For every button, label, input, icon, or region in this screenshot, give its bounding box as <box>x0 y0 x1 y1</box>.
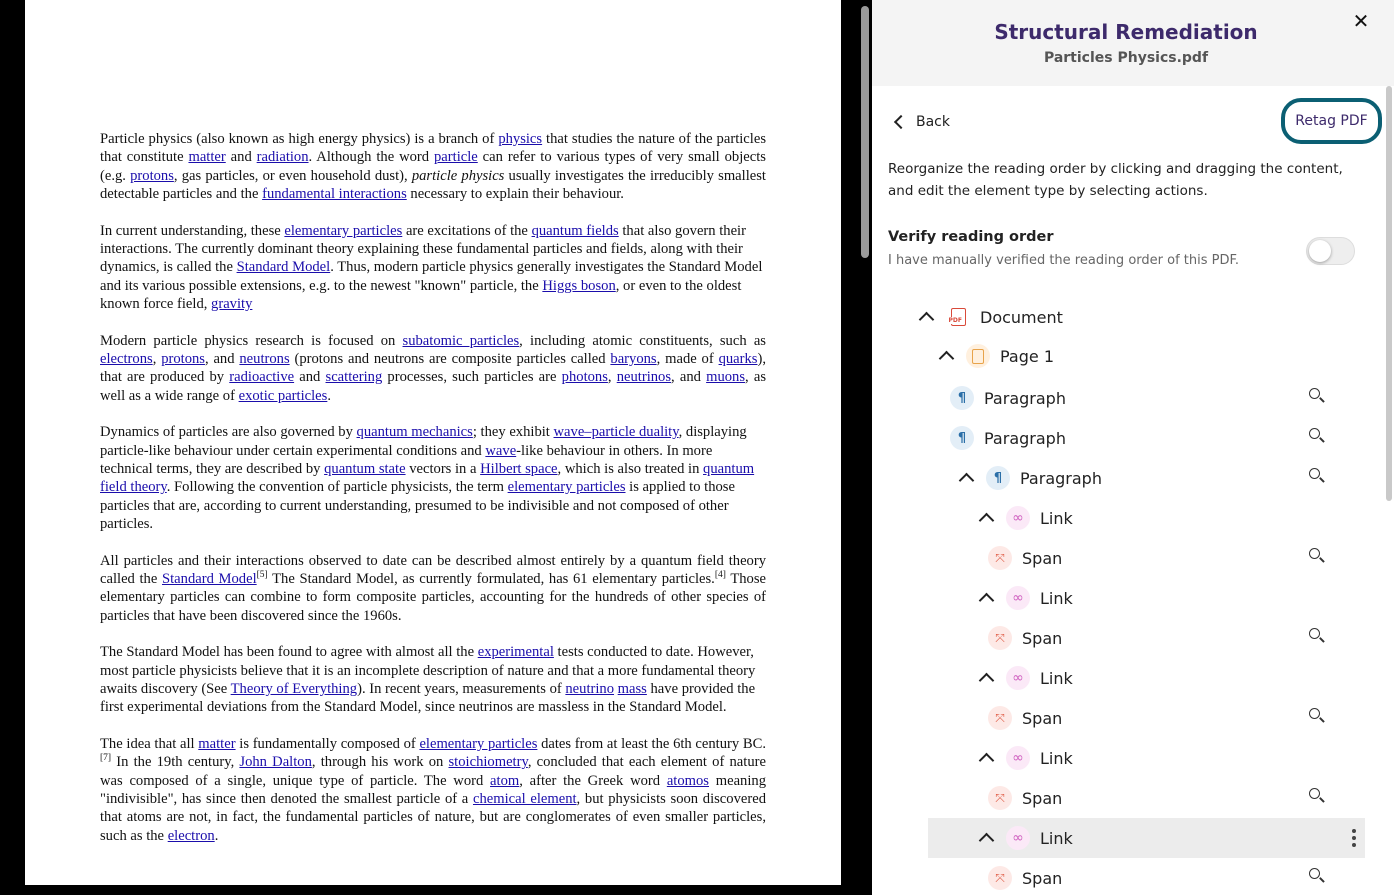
pdf-text-run: vectors in a <box>405 460 481 477</box>
pdf-paragraph <box>100 643 766 716</box>
verify-reading-order-label: Verify reading order <box>888 229 1054 245</box>
span-icon: ⤧ <box>988 546 1012 570</box>
pdf-text-run: . Although the word <box>308 149 434 166</box>
pdf-citation[interactable]: [5] <box>256 570 268 581</box>
tree-row-document[interactable] <box>916 298 1063 336</box>
panel-title: Structural Remediation <box>994 20 1258 44</box>
pdf-link[interactable]: elementary particles <box>284 222 403 239</box>
tree-row-link[interactable] <box>976 579 1073 617</box>
pdf-text-run: dates from at least the 6th century BC. <box>537 736 767 753</box>
pdf-text-run: Dynamics of particles are also governed by <box>100 424 357 441</box>
link-icon: ∞ <box>1006 586 1030 610</box>
pdf-text-run: , and <box>204 350 240 367</box>
tree-row-span[interactable] <box>988 539 1062 577</box>
tree-row-span[interactable] <box>988 619 1062 657</box>
pdf-link[interactable]: wave <box>485 442 517 459</box>
pdf-text-run: . <box>327 387 331 404</box>
search-icon[interactable] <box>1308 867 1328 887</box>
verify-reading-order-toggle[interactable] <box>1306 237 1355 265</box>
toggle-knob <box>1309 240 1331 262</box>
tree-row-span[interactable] <box>988 859 1062 895</box>
pdf-text-run: , or even to the oldest known force field, <box>100 277 742 312</box>
tree-row-label: Page 1 <box>1000 346 1054 366</box>
pdf-link[interactable]: particle <box>434 149 478 166</box>
tree-row-label: Span <box>1022 868 1063 888</box>
tree-row-label: Span <box>1022 788 1063 808</box>
pdf-link[interactable]: Standard Model <box>236 259 331 276</box>
pdf-text-run: is applied to those particles that are, according to current understanding, presumed to be indivisible and not composed of other particles. <box>100 479 735 532</box>
pdf-text-body <box>100 130 766 863</box>
pdf-link[interactable]: matter <box>198 736 236 753</box>
pdf-link[interactable]: fundamental interactions <box>262 185 407 202</box>
tree-row-paragraph[interactable] <box>950 379 1066 417</box>
pdf-text-run: is fundamentally composed of <box>235 736 420 753</box>
pdf-link[interactable]: protons <box>161 350 205 367</box>
pdf-text-run: and <box>294 369 326 386</box>
pdf-text-run: , including atomic constituents, such as <box>519 332 766 349</box>
pdf-citation[interactable]: [7] <box>100 753 112 764</box>
pdf-link[interactable]: stoichiometry <box>448 754 528 771</box>
pdf-link[interactable]: photons <box>561 369 608 386</box>
pdf-paragraph <box>100 130 766 203</box>
search-icon[interactable] <box>1308 467 1328 487</box>
pdf-text-run: . Thus, modern particle physics generally investigates the Standard Model and its various possible extensions, e.g. to the newest "known" particle, the <box>100 259 763 294</box>
link-icon: ∞ <box>1006 746 1030 770</box>
pdf-paragraph <box>100 735 766 845</box>
pdf-link[interactable]: elementary particles <box>419 736 538 753</box>
pdf-text-run: , <box>152 350 162 367</box>
pdf-link[interactable]: scattering <box>325 369 383 386</box>
paragraph-icon: ¶ <box>986 466 1010 490</box>
pdf-text-run: , displaying particle-like behaviour under certain experimental conditions and <box>100 424 747 459</box>
panel-scroll-thumb[interactable] <box>1386 86 1392 501</box>
search-icon[interactable] <box>1308 627 1328 647</box>
chevron-up-icon[interactable] <box>976 748 996 768</box>
tree-row-label: Link <box>1040 748 1073 768</box>
tree-row-paragraph[interactable] <box>950 419 1066 457</box>
pdf-link[interactable]: John Dalton <box>239 754 312 771</box>
pdf-text-run: , through his work on <box>311 754 449 771</box>
retag-pdf-button[interactable]: Retag PDF <box>1281 98 1382 144</box>
pdf-text-run: , after the Greek word <box>519 772 667 789</box>
pdf-link[interactable]: Standard Model <box>162 570 257 587</box>
pdf-text-run: , and <box>671 369 707 386</box>
pdf-text-run: are excitations of the <box>402 222 532 239</box>
pdf-text-run: can refer to various types of very small objects (e.g. <box>100 149 766 184</box>
pdf-paragraph <box>100 552 766 625</box>
tree-row-link[interactable] <box>976 499 1073 537</box>
tree-row-label: Paragraph <box>1020 468 1102 488</box>
pdf-link[interactable]: muons <box>706 369 746 386</box>
chevron-left-icon <box>894 115 908 129</box>
pdf-text-run: that studies the nature of the particles that constitute <box>100 131 766 166</box>
tree-row-link[interactable] <box>976 659 1073 697</box>
paragraph-icon: ¶ <box>950 426 974 450</box>
pdf-link[interactable]: gravity <box>211 295 253 312</box>
tree-row-label: Document <box>980 307 1063 327</box>
pdf-file-icon: PDF <box>946 305 970 329</box>
pdf-link[interactable]: neutrinos <box>616 369 672 386</box>
pdf-text-run: The Standard Model has been found to agree with almost all the <box>100 644 478 661</box>
pdf-paragraph <box>100 423 766 533</box>
pdf-link[interactable]: radiation <box>256 149 309 166</box>
verify-reading-order-description: I have manually verified the reading order of this PDF. <box>888 253 1239 268</box>
page-icon <box>966 344 990 368</box>
pdf-scrollbar[interactable] <box>858 0 872 895</box>
tree-row-label: Link <box>1040 668 1073 688</box>
pdf-link[interactable]: atomos <box>666 772 709 789</box>
pdf-text-run: The idea that all <box>100 736 199 753</box>
pdf-link[interactable]: quantum state <box>324 460 406 477</box>
pdf-link[interactable]: neutrino <box>565 680 615 697</box>
panel-scrollbar[interactable] <box>1384 86 1394 895</box>
pdf-link[interactable]: Theory of Everything <box>230 680 358 697</box>
pdf-link[interactable]: subatomic particles <box>402 332 520 349</box>
span-icon: ⤧ <box>988 786 1012 810</box>
pdf-italic-text: particle physics <box>411 167 505 184</box>
tree-row-span[interactable] <box>988 779 1062 817</box>
tree-row-label: Link <box>1040 508 1073 528</box>
instructions-text: Reorganize the reading order by clicking and dragging the content, and edit the element type by selecting actions. <box>888 161 1343 199</box>
pdf-scroll-thumb[interactable] <box>861 6 869 258</box>
pdf-text-run: . Following the convention of particle physicists, the term <box>166 479 508 496</box>
pdf-link[interactable]: quantum fields <box>531 222 619 239</box>
span-icon: ⤧ <box>988 626 1012 650</box>
pdf-text-run: Particle physics (also known as high energy physics) is a branch of <box>100 131 499 147</box>
more-options-icon[interactable] <box>1350 828 1358 848</box>
chevron-up-icon[interactable] <box>976 508 996 528</box>
tree-row-link[interactable] <box>976 739 1073 777</box>
pdf-paragraph <box>100 222 766 313</box>
tree-row-paragraph[interactable] <box>956 459 1102 497</box>
pdf-link[interactable]: atom <box>490 772 520 789</box>
chevron-up-icon[interactable] <box>956 468 976 488</box>
close-icon[interactable]: ✕ <box>1352 9 1370 33</box>
pdf-text-run: ). In recent years, measurements of <box>357 680 566 697</box>
pdf-link[interactable]: mass <box>617 680 647 697</box>
tree-row-page[interactable] <box>936 337 1054 375</box>
pdf-link[interactable]: wave–particle duality <box>553 424 679 441</box>
search-icon[interactable] <box>1308 547 1328 567</box>
pdf-text-run: , which is also treated in <box>557 460 704 477</box>
pdf-text-run: Modern particle physics research is focused on <box>100 332 403 349</box>
pdf-text-run: Those elementary particles can combine to form composite particles, accounting for the hundreds of other species of particles that have been discovered since the 1960s. <box>100 570 766 624</box>
tree-row-label: Link <box>1040 828 1073 848</box>
pdf-text-run: ), that are produced by <box>100 350 766 386</box>
tree-row-label: Span <box>1022 628 1063 648</box>
tree-row-span[interactable] <box>988 699 1062 737</box>
pdf-text-run: . <box>214 827 219 844</box>
pdf-link[interactable]: experimental <box>477 644 554 661</box>
chevron-up-icon[interactable] <box>976 828 996 848</box>
pdf-text-run: processes, such particles are <box>382 369 562 386</box>
pdf-text-run: , concluded that each element of nature was composed of a single, unique type of particle. The word <box>100 754 766 789</box>
pdf-link[interactable]: chemical element <box>472 790 577 807</box>
pdf-citation[interactable]: [4] <box>714 570 726 581</box>
pdf-text-run: In current understanding, these <box>100 222 285 239</box>
pdf-link[interactable]: Higgs boson <box>542 277 616 294</box>
chevron-up-icon[interactable] <box>916 307 936 327</box>
link-icon: ∞ <box>1006 826 1030 850</box>
pdf-link[interactable]: electrons <box>100 350 153 367</box>
search-icon[interactable] <box>1308 387 1328 407</box>
pdf-paragraph <box>100 332 766 405</box>
link-icon: ∞ <box>1006 506 1030 530</box>
pdf-link[interactable]: electron <box>167 827 215 844</box>
panel-header <box>872 0 1394 86</box>
span-icon: ⤧ <box>988 706 1012 730</box>
pdf-text-run: , <box>607 369 617 386</box>
pdf-link[interactable]: quantum mechanics <box>356 424 473 441</box>
paragraph-icon: ¶ <box>950 386 974 410</box>
pdf-text-run: and <box>225 149 257 166</box>
pdf-text-run: , but physicists soon discovered that atoms are not, in fact, the fundamental particles of nature, but are conglomerates of even smaller particles, such as the <box>100 790 766 844</box>
pdf-link[interactable]: physics <box>498 131 543 147</box>
pdf-link[interactable]: elementary particles <box>507 479 626 496</box>
pdf-link[interactable]: Hilbert space <box>480 460 558 477</box>
pdf-text-run: , made of <box>656 350 719 367</box>
search-icon[interactable] <box>1308 427 1328 447</box>
pdf-text-run: , gas particles, or even household dust), <box>173 167 412 184</box>
pdf-page <box>25 0 841 885</box>
pdf-link[interactable]: protons <box>130 167 174 184</box>
panel-file-name: Particles Physics.pdf <box>1043 50 1209 66</box>
pdf-text-run: All particles and their interactions observed to date can be described almost entirely by a quantum field theory called the <box>100 552 766 587</box>
span-icon: ⤧ <box>988 866 1012 890</box>
chevron-up-icon[interactable] <box>936 346 956 366</box>
chevron-up-icon[interactable] <box>976 668 996 688</box>
tree-row-label: Span <box>1022 548 1063 568</box>
structural-remediation-panel <box>872 0 1394 895</box>
search-icon[interactable] <box>1308 707 1328 727</box>
tree-row-label: Span <box>1022 708 1063 728</box>
back-button[interactable] <box>890 110 950 134</box>
tree-row-label: Link <box>1040 588 1073 608</box>
pdf-text-run: meaning "indivisible", has since then denoted the smallest particle of a <box>100 772 766 807</box>
pdf-text-run: tests conducted to date. However, most particle physicists believe that it is an incomplete description of nature and that a more fundamental theory awaits discovery (See <box>100 644 756 697</box>
tree-row-label: Paragraph <box>984 428 1066 448</box>
pdf-text-run: ; they exhibit <box>472 424 554 441</box>
pdf-text-run: necessary to explain their behaviour. <box>406 185 624 202</box>
chevron-up-icon[interactable] <box>976 588 996 608</box>
search-icon[interactable] <box>1308 787 1328 807</box>
pdf-link[interactable]: exotic particles <box>238 387 328 404</box>
pdf-text-run: (protons and neutrons are composite particles called <box>289 350 611 367</box>
pdf-link[interactable]: quarks <box>718 350 758 367</box>
pdf-link[interactable]: quantum field theory <box>100 460 755 496</box>
pdf-link[interactable]: neutrons <box>239 350 290 367</box>
pdf-link[interactable]: baryons <box>610 350 657 367</box>
tree-row-link[interactable] <box>976 819 1073 857</box>
back-label: Back <box>916 114 950 130</box>
tree-row-label: Paragraph <box>984 388 1066 408</box>
pdf-text-run: that also govern their interactions. The currently dominant theory explaining these fundamental particles and fields, along with their dynamics, is called the <box>100 222 746 276</box>
pdf-link[interactable]: matter <box>188 149 226 166</box>
pdf-text-run: have provided the first experimental deviations from the Standard Model, since neutrinos are massless in the Standard Model. <box>100 680 756 716</box>
pdf-text-run: -like behaviour in others. In more technical terms, they are described by <box>100 442 713 477</box>
link-icon: ∞ <box>1006 666 1030 690</box>
pdf-text-run: In the 19th century, <box>111 754 240 771</box>
pdf-text-run: , as well as a wide range of <box>100 369 767 404</box>
pdf-text-run: usually investigates the irreducibly smallest detectable particles and the <box>100 167 766 202</box>
pdf-text-run: The Standard Model, as currently formulated, has 61 elementary particles. <box>267 570 715 587</box>
pdf-link[interactable]: radioactive <box>229 369 295 386</box>
